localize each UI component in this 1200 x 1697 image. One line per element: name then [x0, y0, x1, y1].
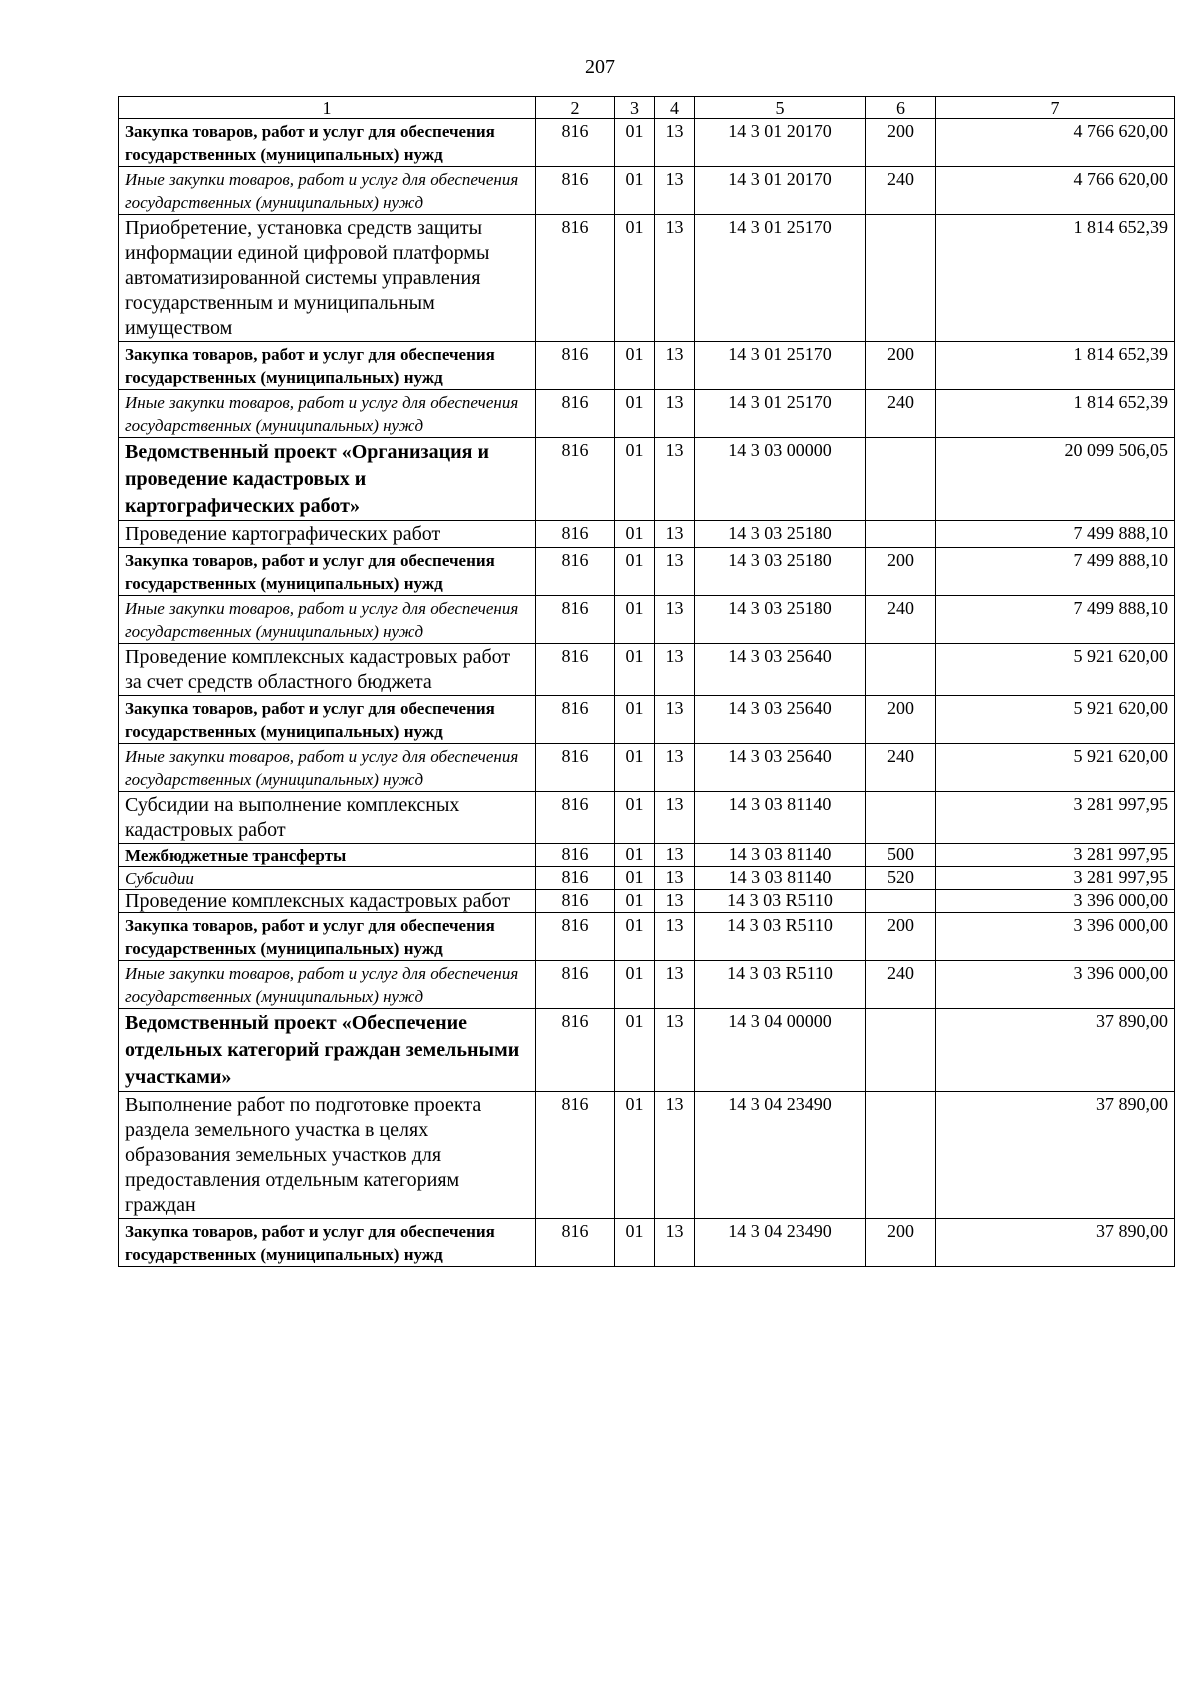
subsection-code-cell: 13: [655, 342, 695, 390]
expense-type-cell: 240: [866, 167, 936, 215]
item-name-cell: Иные закупки товаров, работ и услуг для обеспечения государственных (муниципальных) нужд: [119, 167, 536, 215]
section-code-cell: 01: [615, 961, 655, 1009]
item-name-cell: Проведение картографических работ: [119, 521, 536, 548]
ministry-code-cell: 816: [536, 548, 615, 596]
ministry-code-cell: 816: [536, 215, 615, 342]
target-article-cell: 14 3 03 25640: [695, 744, 866, 792]
amount-cell: 1 814 652,39: [936, 215, 1175, 342]
ministry-code-cell: 816: [536, 867, 615, 890]
target-article-cell: 14 3 03 25180: [695, 521, 866, 548]
column-header: 6: [866, 97, 936, 119]
item-name-cell: Закупка товаров, работ и услуг для обеспечения государственных (муниципальных) нужд: [119, 913, 536, 961]
item-name-cell: Межбюджетные трансферты: [119, 844, 536, 867]
table-body: [119, 119, 1175, 1267]
section-code-cell: 01: [615, 215, 655, 342]
amount-cell: 3 281 997,95: [936, 844, 1175, 867]
target-article-cell: 14 3 01 25170: [695, 342, 866, 390]
item-name-cell: Закупка товаров, работ и услуг для обеспечения государственных (муниципальных) нужд: [119, 1219, 536, 1267]
target-article-cell: 14 3 03 R5110: [695, 890, 866, 913]
section-code-cell: 01: [615, 342, 655, 390]
column-number-row: [119, 97, 1175, 119]
ministry-code-cell: 816: [536, 961, 615, 1009]
item-name-cell: Субсидии на выполнение комплексных кадастровых работ: [119, 792, 536, 844]
expense-type-cell: [866, 644, 936, 696]
table-row: [119, 913, 1175, 961]
table-row: [119, 390, 1175, 438]
amount-cell: 5 921 620,00: [936, 744, 1175, 792]
item-name-cell: Проведение комплексных кадастровых работ: [119, 890, 536, 913]
column-header: 5: [695, 97, 866, 119]
expense-type-cell: 240: [866, 744, 936, 792]
table-row: [119, 342, 1175, 390]
section-code-cell: 01: [615, 696, 655, 744]
subsection-code-cell: 13: [655, 792, 695, 844]
ministry-code-cell: 816: [536, 390, 615, 438]
ministry-code-cell: 816: [536, 596, 615, 644]
subsection-code-cell: 13: [655, 548, 695, 596]
table-row: [119, 1092, 1175, 1219]
amount-cell: 4 766 620,00: [936, 167, 1175, 215]
table-row: [119, 548, 1175, 596]
target-article-cell: 14 3 03 81140: [695, 867, 866, 890]
target-article-cell: 14 3 04 00000: [695, 1009, 866, 1092]
column-header: 7: [936, 97, 1175, 119]
ministry-code-cell: 816: [536, 1092, 615, 1219]
target-article-cell: 14 3 04 23490: [695, 1092, 866, 1219]
amount-cell: 20 099 506,05: [936, 438, 1175, 521]
ministry-code-cell: 816: [536, 913, 615, 961]
section-code-cell: 01: [615, 890, 655, 913]
ministry-code-cell: 816: [536, 521, 615, 548]
table-row: [119, 961, 1175, 1009]
expense-type-cell: 200: [866, 119, 936, 167]
item-name-cell: Закупка товаров, работ и услуг для обеспечения государственных (муниципальных) нужд: [119, 342, 536, 390]
expense-type-cell: 200: [866, 548, 936, 596]
amount-cell: 37 890,00: [936, 1009, 1175, 1092]
item-name-cell: Иные закупки товаров, работ и услуг для обеспечения государственных (муниципальных) нужд: [119, 596, 536, 644]
section-code-cell: 01: [615, 167, 655, 215]
ministry-code-cell: 816: [536, 792, 615, 844]
subsection-code-cell: 13: [655, 167, 695, 215]
item-name-cell: Ведомственный проект «Обеспечение отдельных категорий граждан земельными участками»: [119, 1009, 536, 1092]
expense-type-cell: 240: [866, 961, 936, 1009]
section-code-cell: 01: [615, 596, 655, 644]
target-article-cell: 14 3 03 81140: [695, 792, 866, 844]
subsection-code-cell: 13: [655, 644, 695, 696]
column-header: 1: [119, 97, 536, 119]
section-code-cell: 01: [615, 844, 655, 867]
section-code-cell: 01: [615, 119, 655, 167]
table-row: [119, 438, 1175, 521]
column-header: 3: [615, 97, 655, 119]
ministry-code-cell: 816: [536, 844, 615, 867]
ministry-code-cell: 816: [536, 744, 615, 792]
table-row: [119, 696, 1175, 744]
expense-type-cell: 200: [866, 913, 936, 961]
table-row: [119, 744, 1175, 792]
subsection-code-cell: 13: [655, 215, 695, 342]
item-name-cell: Иные закупки товаров, работ и услуг для обеспечения государственных (муниципальных) нужд: [119, 390, 536, 438]
target-article-cell: 14 3 03 R5110: [695, 913, 866, 961]
subsection-code-cell: 13: [655, 521, 695, 548]
subsection-code-cell: 13: [655, 438, 695, 521]
ministry-code-cell: 816: [536, 1219, 615, 1267]
subsection-code-cell: 13: [655, 913, 695, 961]
subsection-code-cell: 13: [655, 890, 695, 913]
table-row: [119, 1219, 1175, 1267]
target-article-cell: 14 3 03 25640: [695, 696, 866, 744]
subsection-code-cell: 13: [655, 1092, 695, 1219]
ministry-code-cell: 816: [536, 696, 615, 744]
item-name-cell: Проведение комплексных кадастровых работ за счет средств областного бюджета: [119, 644, 536, 696]
amount-cell: 4 766 620,00: [936, 119, 1175, 167]
expense-type-cell: 200: [866, 342, 936, 390]
item-name-cell: Иные закупки товаров, работ и услуг для обеспечения государственных (муниципальных) нужд: [119, 744, 536, 792]
table-row: [119, 521, 1175, 548]
table-row: [119, 644, 1175, 696]
target-article-cell: 14 3 01 25170: [695, 215, 866, 342]
table-row: [119, 890, 1175, 913]
amount-cell: 37 890,00: [936, 1092, 1175, 1219]
table-row: [119, 867, 1175, 890]
section-code-cell: 01: [615, 1092, 655, 1219]
table-row: [119, 792, 1175, 844]
expense-type-cell: 500: [866, 844, 936, 867]
section-code-cell: 01: [615, 521, 655, 548]
section-code-cell: 01: [615, 1009, 655, 1092]
amount-cell: 1 814 652,39: [936, 342, 1175, 390]
amount-cell: 3 396 000,00: [936, 961, 1175, 1009]
item-name-cell: Субсидии: [119, 867, 536, 890]
amount-cell: 7 499 888,10: [936, 596, 1175, 644]
subsection-code-cell: 13: [655, 696, 695, 744]
table-row: [119, 1009, 1175, 1092]
amount-cell: 7 499 888,10: [936, 521, 1175, 548]
target-article-cell: 14 3 01 20170: [695, 119, 866, 167]
table-row: [119, 596, 1175, 644]
ministry-code-cell: 816: [536, 1009, 615, 1092]
expense-type-cell: [866, 1092, 936, 1219]
target-article-cell: 14 3 03 00000: [695, 438, 866, 521]
item-name-cell: Ведомственный проект «Организация и проведение кадастровых и картографических работ»: [119, 438, 536, 521]
amount-cell: 5 921 620,00: [936, 696, 1175, 744]
ministry-code-cell: 816: [536, 438, 615, 521]
item-name-cell: Приобретение, установка средств защиты информации единой цифровой платформы автоматизированной системы управления государственным и муниципальным имуществом: [119, 215, 536, 342]
section-code-cell: 01: [615, 913, 655, 961]
item-name-cell: Выполнение работ по подготовке проекта раздела земельного участка в целях образования земельных участков для предоставления отдельным категориям граждан: [119, 1092, 536, 1219]
amount-cell: 3 396 000,00: [936, 890, 1175, 913]
subsection-code-cell: 13: [655, 596, 695, 644]
target-article-cell: 14 3 01 20170: [695, 167, 866, 215]
column-header: 4: [655, 97, 695, 119]
target-article-cell: 14 3 03 25180: [695, 548, 866, 596]
expense-type-cell: 200: [866, 1219, 936, 1267]
target-article-cell: 14 3 03 81140: [695, 844, 866, 867]
expense-type-cell: [866, 890, 936, 913]
amount-cell: 7 499 888,10: [936, 548, 1175, 596]
section-code-cell: 01: [615, 1219, 655, 1267]
section-code-cell: 01: [615, 792, 655, 844]
expense-type-cell: [866, 1009, 936, 1092]
budget-table: [118, 96, 1175, 1267]
section-code-cell: 01: [615, 390, 655, 438]
item-name-cell: Иные закупки товаров, работ и услуг для обеспечения государственных (муниципальных) нужд: [119, 961, 536, 1009]
section-code-cell: 01: [615, 438, 655, 521]
subsection-code-cell: 13: [655, 867, 695, 890]
subsection-code-cell: 13: [655, 1009, 695, 1092]
ministry-code-cell: 816: [536, 644, 615, 696]
subsection-code-cell: 13: [655, 1219, 695, 1267]
expense-type-cell: [866, 438, 936, 521]
expense-type-cell: 240: [866, 596, 936, 644]
amount-cell: 5 921 620,00: [936, 644, 1175, 696]
section-code-cell: 01: [615, 744, 655, 792]
section-code-cell: 01: [615, 548, 655, 596]
ministry-code-cell: 816: [536, 890, 615, 913]
target-article-cell: 14 3 03 25180: [695, 596, 866, 644]
expense-type-cell: 240: [866, 390, 936, 438]
section-code-cell: 01: [615, 867, 655, 890]
subsection-code-cell: 13: [655, 390, 695, 438]
expense-type-cell: 520: [866, 867, 936, 890]
subsection-code-cell: 13: [655, 744, 695, 792]
subsection-code-cell: 13: [655, 119, 695, 167]
amount-cell: 1 814 652,39: [936, 390, 1175, 438]
expense-type-cell: [866, 792, 936, 844]
target-article-cell: 14 3 04 23490: [695, 1219, 866, 1267]
ministry-code-cell: 816: [536, 342, 615, 390]
item-name-cell: Закупка товаров, работ и услуг для обеспечения государственных (муниципальных) нужд: [119, 696, 536, 744]
table-row: [119, 119, 1175, 167]
target-article-cell: 14 3 01 25170: [695, 390, 866, 438]
page-number: 207: [585, 56, 615, 78]
expense-type-cell: [866, 215, 936, 342]
amount-cell: 3 281 997,95: [936, 792, 1175, 844]
target-article-cell: 14 3 03 25640: [695, 644, 866, 696]
expense-type-cell: [866, 521, 936, 548]
column-header: 2: [536, 97, 615, 119]
section-code-cell: 01: [615, 644, 655, 696]
table-row: [119, 167, 1175, 215]
item-name-cell: Закупка товаров, работ и услуг для обеспечения государственных (муниципальных) нужд: [119, 119, 536, 167]
table-row: [119, 215, 1175, 342]
item-name-cell: Закупка товаров, работ и услуг для обеспечения государственных (муниципальных) нужд: [119, 548, 536, 596]
subsection-code-cell: 13: [655, 844, 695, 867]
table-row: [119, 844, 1175, 867]
expense-type-cell: 200: [866, 696, 936, 744]
ministry-code-cell: 816: [536, 119, 615, 167]
target-article-cell: 14 3 03 R5110: [695, 961, 866, 1009]
ministry-code-cell: 816: [536, 167, 615, 215]
subsection-code-cell: 13: [655, 961, 695, 1009]
amount-cell: 3 396 000,00: [936, 913, 1175, 961]
amount-cell: 37 890,00: [936, 1219, 1175, 1267]
amount-cell: 3 281 997,95: [936, 867, 1175, 890]
